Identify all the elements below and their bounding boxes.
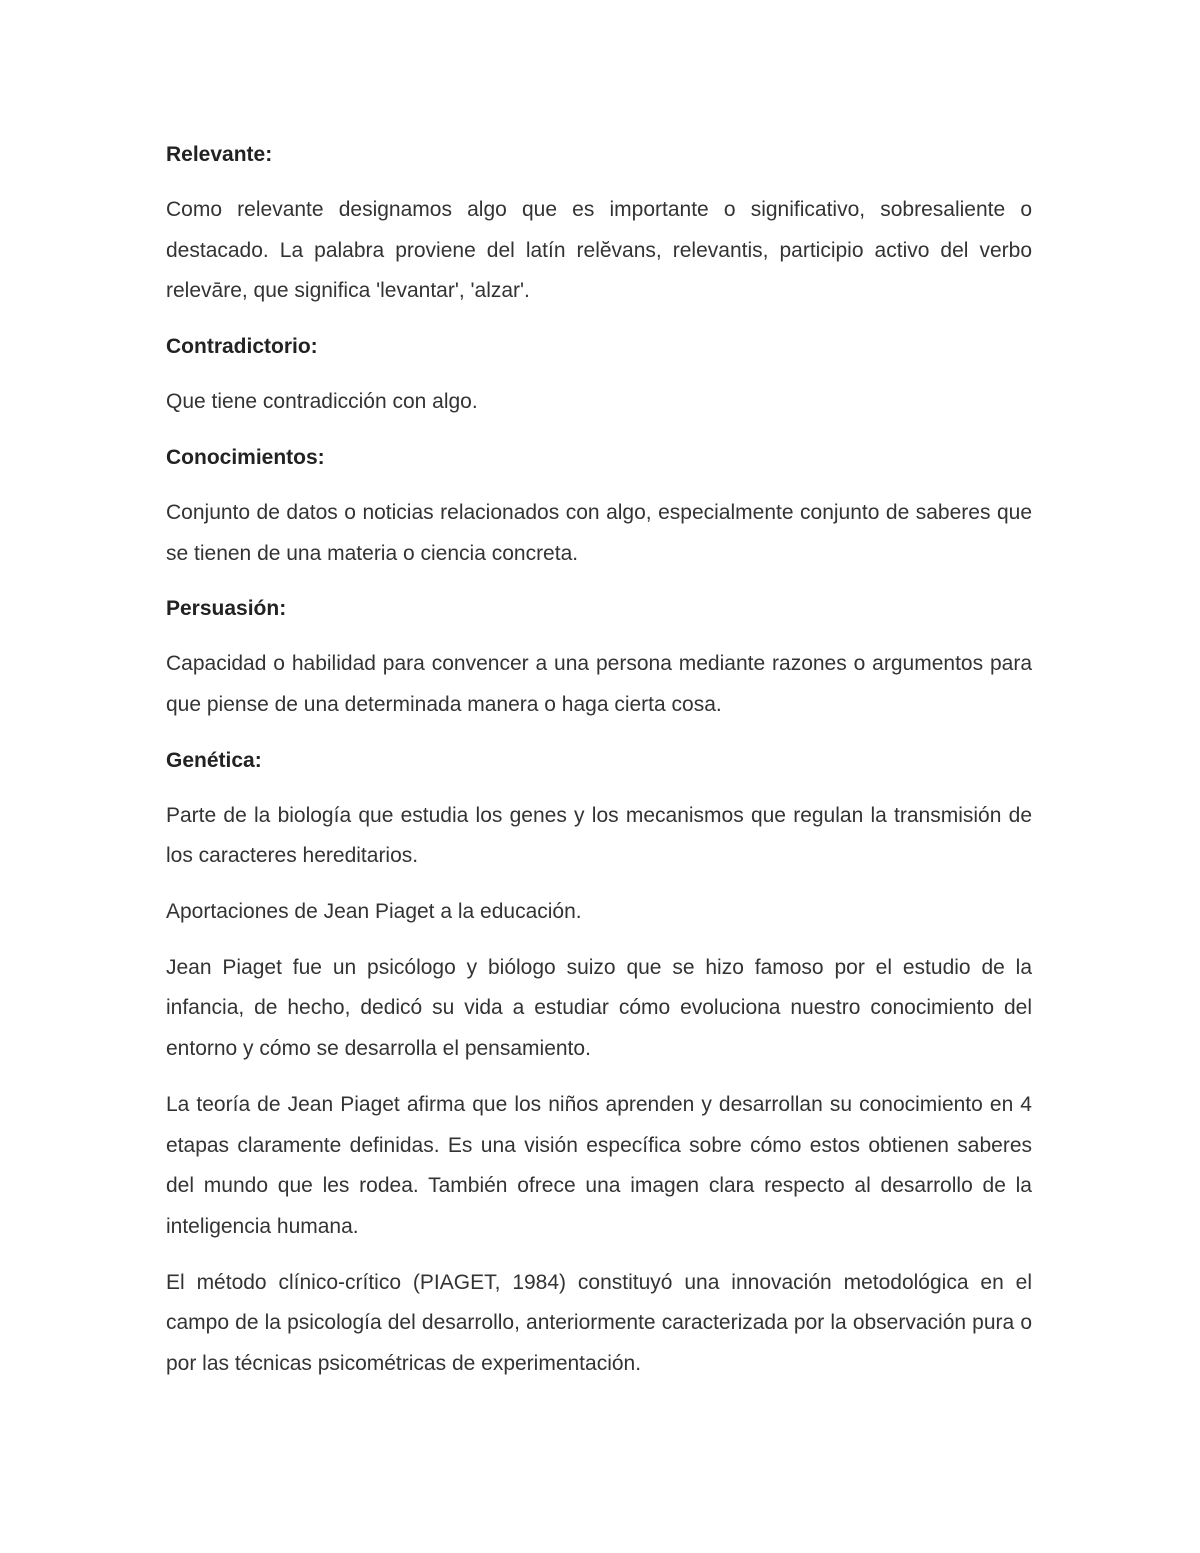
document-body bbox=[166, 135, 1032, 1400]
term-persuasion: Persuasión: bbox=[166, 597, 287, 621]
definition-persuasion: Capacidad o habilidad para convencer a una persona mediante razones o argumentos para que piense de una determinada manera o haga cierta cosa. bbox=[166, 652, 1032, 716]
definition-relevante: Como relevante designamos algo que es importante o significativo, sobresaliente o destacado. La palabra proviene del latín relĕvans, relevantis, participio activo del verbo relevāre, que significa 'levantar', 'alzar'. bbox=[166, 198, 1032, 303]
definition-contradictorio: Que tiene contradicción con algo. bbox=[166, 390, 478, 414]
paragraph-piaget-heading: Aportaciones de Jean Piaget a la educación. bbox=[166, 900, 582, 924]
definition-genetica: Parte de la biología que estudia los genes y los mecanismos que regulan la transmisión de los caracteres hereditarios. bbox=[166, 803, 1032, 868]
paragraph-clinical-method: El método clínico-crítico (PIAGET, 1984) constituyó una innovación metodológica en el campo de la psicología del desarrollo, anteriormente caracterizada por la observación pura o por las técnicas psicométricas de experimentación. bbox=[166, 1270, 1032, 1376]
paragraph-piaget-theory: La teoría de Jean Piaget afirma que los niños aprenden y desarrollan su conocimiento en 4 etapas claramente definidas. Es una visión específica sobre cómo estos obtienen saberes del mundo que les rodea. También ofrece una imagen clara respecto al desarrollo de la inteligencia humana. bbox=[166, 1092, 1032, 1238]
term-conocimientos: Conocimientos: bbox=[166, 445, 325, 469]
paragraph-piaget-bio: Jean Piaget fue un psicólogo y biólogo suizo que se hizo famoso por el estudio de la infancia, de hecho, dedicó su vida a estudiar cómo evoluciona nuestro conocimiento del entorno y cómo se desarrolla el pensamiento. bbox=[166, 955, 1032, 1061]
term-relevante: Relevante: bbox=[166, 143, 273, 166]
term-genetica: Genética: bbox=[166, 748, 262, 772]
term-contradictorio: Contradictorio: bbox=[166, 335, 318, 359]
definition-conocimientos: Conjunto de datos o noticias relacionados con algo, especialmente conjunto de saberes que se tienen de una materia o ciencia concreta. bbox=[166, 500, 1032, 565]
